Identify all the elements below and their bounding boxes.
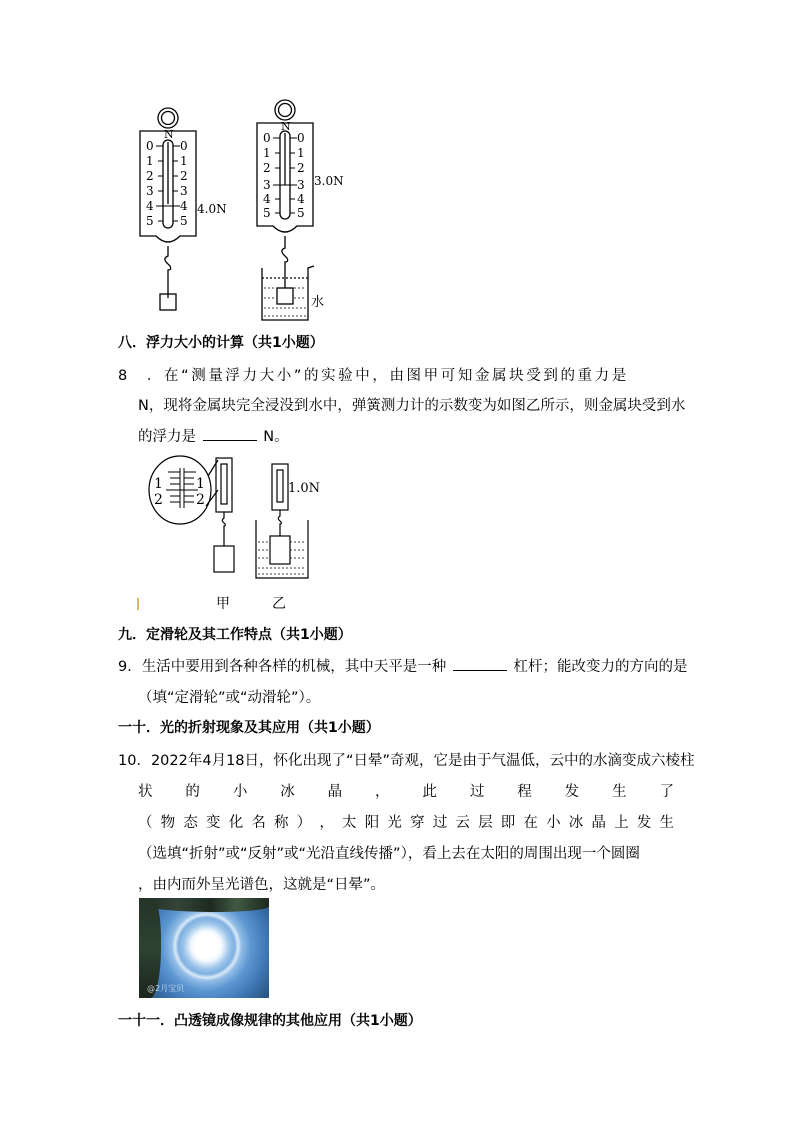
q10-l3-c2: 态 (183, 815, 198, 831)
reading-right: 3.0N (314, 174, 344, 188)
q10-l3-c5: 名 (251, 815, 266, 831)
tick-right-2r: 2 (297, 161, 305, 175)
q9-line-2: （填“定滑轮”或“动滑轮”）。 (138, 690, 321, 706)
tick-left-1: 1 (146, 154, 154, 168)
q10-l3-c17: 在 (523, 815, 538, 831)
q10-l3-c22: 发 (636, 815, 652, 831)
q10-l3-c1: 物 (160, 815, 176, 831)
q10-l2-c4: 晶 (327, 784, 343, 800)
q10-l3-c8: ， (319, 815, 334, 831)
q10-l3-c12: 穿 (410, 815, 425, 831)
photo-watermark: @2月宝贝 (147, 984, 185, 993)
tick-left-3r: 3 (180, 184, 188, 198)
tick-right-0: 0 (263, 131, 271, 145)
section-9-heading: 九．定滑轮及其工作特点（共1小题） (118, 627, 352, 643)
q10-l2-c7: 过 (469, 784, 485, 800)
q8-line-2-text: N，现将金属块完全浸没到水中，弹簧测力计的示数变为如图乙所示，则金属块受到水 (138, 398, 686, 414)
q10-l3-c16: 即 (500, 815, 516, 831)
tick-left-2r: 2 (180, 169, 188, 183)
q10-l2-c11: 了 (659, 784, 674, 800)
q8-line-3-text-b: N。 (263, 429, 289, 445)
section-11-heading: 一十一．凸透镜成像规律的其他应用（共1小题） (118, 1013, 422, 1029)
q10-l2-c3: 冰 (280, 784, 295, 800)
q10-l2-c8: 程 (517, 784, 532, 800)
q10-l2-c6: 此 (422, 784, 437, 800)
q10-l3-c20: 晶 (591, 815, 606, 831)
q10-l3-c13: 过 (432, 815, 448, 831)
q10-l3-c3: 变 (206, 815, 221, 831)
tick-left-5: 5 (146, 214, 154, 228)
q8-line-2 (138, 394, 685, 415)
tick-left-2: 2 (146, 169, 154, 183)
tick-right-5r: 5 (297, 206, 305, 220)
tick-left-4: 4 (146, 199, 154, 213)
q8-answer-blank[interactable] (203, 426, 257, 441)
section-8-heading: 八．浮力大小的计算（共1小题） (118, 335, 324, 351)
q8-line-3-text-a: 的浮力是 (138, 429, 196, 445)
tick-right-3r: 3 (297, 178, 305, 192)
q8-line-1: 8 ．在“测量浮力大小”的实验中，由图甲可知金属块受到的重力是 (118, 368, 629, 384)
fig8-reading: 1.0N (288, 481, 321, 496)
scale-unit-right: N (281, 120, 291, 133)
q10-l3-c4: 化 (228, 815, 244, 831)
tick-right-4: 4 (263, 192, 271, 206)
q9-line-1 (118, 655, 687, 676)
zoom-tick-2-right: 2 (196, 492, 205, 508)
scale-unit-left: N (164, 128, 174, 141)
q10-l2-c10: 生 (612, 784, 627, 800)
q10-l3-c23: 生 (659, 815, 674, 831)
tick-right-5: 5 (263, 206, 271, 220)
fig-label-jia: 甲 (216, 596, 230, 612)
q10-l2-c1: 的 (185, 784, 200, 800)
q10-l3-c14: 云 (455, 815, 470, 831)
sun-halo-photo (139, 898, 269, 998)
tick-right-2: 2 (263, 161, 271, 175)
q10-l3-c15: 层 (478, 815, 493, 831)
fig-label-yi: 乙 (272, 596, 286, 612)
zoom-tick-1-left: 1 (154, 476, 163, 492)
zoom-tick-2-left: 2 (154, 492, 163, 508)
tick-right-4r: 4 (297, 192, 305, 206)
buoyancy-figure (136, 450, 336, 620)
q8-line-3 (138, 425, 289, 446)
q9-answer-blank-1[interactable] (453, 656, 507, 671)
q10-line-2 (138, 780, 674, 801)
q10-l2-c0: 状 (138, 784, 153, 800)
reading-left: 4.0N (197, 202, 227, 216)
section-10-heading: 一十．光的折射现象及其应用（共1小题） (118, 720, 380, 736)
q10-l2-c5: ， (375, 784, 390, 800)
tick-left-4r: 4 (180, 199, 188, 213)
tick-left-3: 3 (146, 184, 154, 198)
q10-line-4: （选填“折射”或“反射”或“光沿直线传播”），看上去在太阳的周围出现一个圆圈 (138, 846, 640, 862)
q10-l3-c6: 称 (274, 815, 289, 831)
q10-l2-c2: 小 (232, 784, 248, 800)
tick-right-1: 1 (263, 146, 271, 160)
q10-line-3 (138, 811, 674, 832)
zoom-tick-1-right: 1 (196, 476, 205, 492)
q10-l3-c0: （ (138, 815, 153, 831)
tick-left-0r: 0 (180, 139, 188, 153)
q10-l3-c9: 太 (342, 815, 357, 831)
q9-line-1-text-a: 9．生活中要用到各种各样的机械，其中天平是一种 (118, 659, 447, 675)
q10-l3-c19: 冰 (568, 815, 584, 831)
tick-left-0: 0 (146, 139, 154, 153)
tick-right-0r: 0 (297, 131, 305, 145)
q10-l3-c7: ） (296, 815, 312, 831)
q10-l3-c10: 阳 (364, 815, 380, 831)
tick-right-1r: 1 (297, 146, 305, 160)
q10-l3-c21: 上 (614, 815, 629, 831)
spring-scale-figure (130, 98, 350, 324)
q9-line-1-text-b: 杠杆；能改变力的方向的是 (513, 659, 688, 675)
tick-left-5r: 5 (180, 214, 188, 228)
tick-right-3: 3 (263, 178, 271, 192)
tick-left-1r: 1 (180, 154, 188, 168)
q10-l2-c9: 发 (564, 784, 580, 800)
water-label: 水 (311, 295, 325, 310)
q10-l3-c18: 小 (546, 815, 561, 831)
q10-l3-c11: 光 (387, 815, 402, 831)
q10-line-1: 10．2022年4月18日，怀化出现了“日晕”奇观，它是由于气温低，云中的水滴变成六棱柱 (118, 753, 695, 769)
q10-line-5: ，由内而外呈光谱色，这就是“日晕”。 (138, 877, 386, 893)
